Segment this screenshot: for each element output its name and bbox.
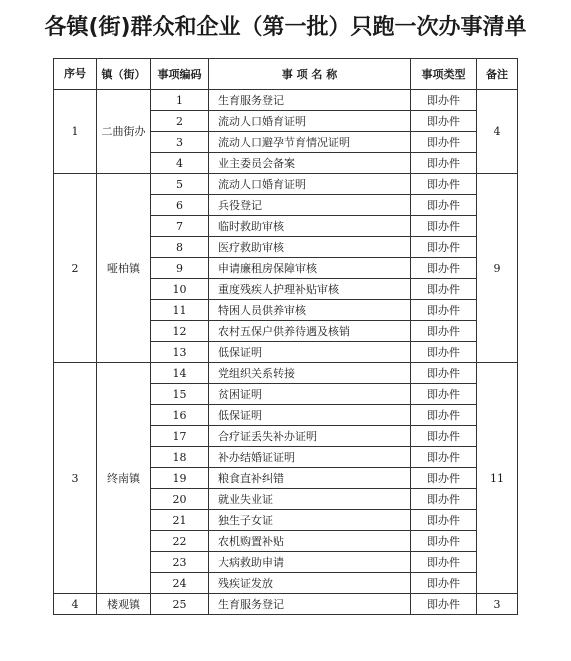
item-code-cell: 24 [151,573,209,594]
item-name-cell: 残疾证发放 [209,573,411,594]
group-note-cell: 3 [477,594,518,615]
item-type-cell: 即办件 [411,195,477,216]
group-seq-cell: 3 [54,363,97,594]
item-type-cell: 即办件 [411,216,477,237]
header-type: 事项类型 [411,59,477,90]
item-name-cell: 党组织关系转接 [209,363,411,384]
item-type-cell: 即办件 [411,237,477,258]
item-name-cell: 大病救助申请 [209,552,411,573]
item-type-cell: 即办件 [411,405,477,426]
item-name-cell: 业主委员会备案 [209,153,411,174]
item-type-cell: 即办件 [411,573,477,594]
item-code-cell: 3 [151,132,209,153]
item-name-cell: 流动人口避孕节育情况证明 [209,132,411,153]
item-type-cell: 即办件 [411,279,477,300]
item-type-cell: 即办件 [411,174,477,195]
item-type-cell: 即办件 [411,153,477,174]
header-town: 镇（街） [97,59,151,90]
item-code-cell: 16 [151,405,209,426]
group-town-cell: 哑柏镇 [97,174,151,363]
item-name-cell: 生育服务登记 [209,594,411,615]
item-code-cell: 8 [151,237,209,258]
item-type-cell: 即办件 [411,510,477,531]
item-code-cell: 4 [151,153,209,174]
item-type-cell: 即办件 [411,321,477,342]
item-type-cell: 即办件 [411,468,477,489]
header-name: 事 项 名 称 [209,59,411,90]
group-note-cell: 11 [477,363,518,594]
item-type-cell: 即办件 [411,426,477,447]
item-code-cell: 15 [151,384,209,405]
item-name-cell: 低保证明 [209,405,411,426]
group-seq-cell: 1 [54,90,97,174]
item-type-cell: 即办件 [411,258,477,279]
item-name-cell: 临时救助审核 [209,216,411,237]
item-name-cell: 医疗救助审核 [209,237,411,258]
item-type-cell: 即办件 [411,384,477,405]
table-row [54,174,518,195]
item-code-cell: 12 [151,321,209,342]
item-type-cell: 即办件 [411,552,477,573]
group-town-cell: 二曲街办 [97,90,151,174]
item-name-cell: 补办结婚证证明 [209,447,411,468]
table-body [54,90,518,615]
item-code-cell: 2 [151,111,209,132]
header-seq: 序号 [54,59,97,90]
item-code-cell: 23 [151,552,209,573]
page-title: 各镇(街)群众和企业（第一批）只跑一次办事清单 [44,15,527,40]
item-name-cell: 粮食直补纠错 [209,468,411,489]
item-name-cell: 农机购置补贴 [209,531,411,552]
item-code-cell: 25 [151,594,209,615]
item-type-cell: 即办件 [411,447,477,468]
item-type-cell: 即办件 [411,363,477,384]
item-name-cell: 贫困证明 [209,384,411,405]
item-code-cell: 13 [151,342,209,363]
table-row [54,594,518,615]
item-name-cell: 流动人口婚育证明 [209,174,411,195]
item-type-cell: 即办件 [411,489,477,510]
group-town-cell: 楼观镇 [97,594,151,615]
item-name-cell: 合疗证丢失补办证明 [209,426,411,447]
table-row [54,363,518,384]
group-seq-cell: 4 [54,594,97,615]
item-code-cell: 5 [151,174,209,195]
item-type-cell: 即办件 [411,90,477,111]
item-name-cell: 重度残疾人护理补贴审核 [209,279,411,300]
item-code-cell: 19 [151,468,209,489]
table-header [54,59,518,90]
item-code-cell: 11 [151,300,209,321]
item-name-cell: 农村五保户供养待遇及核销 [209,321,411,342]
item-code-cell: 10 [151,279,209,300]
table-row [54,90,518,111]
item-type-cell: 即办件 [411,342,477,363]
item-type-cell: 即办件 [411,594,477,615]
group-note-cell: 9 [477,174,518,363]
item-code-cell: 6 [151,195,209,216]
item-type-cell: 即办件 [411,111,477,132]
header-code: 事项编码 [151,59,209,90]
item-name-cell: 独生子女证 [209,510,411,531]
item-name-cell: 就业失业证 [209,489,411,510]
item-code-cell: 17 [151,426,209,447]
item-code-cell: 20 [151,489,209,510]
item-name-cell: 低保证明 [209,342,411,363]
item-type-cell: 即办件 [411,300,477,321]
item-type-cell: 即办件 [411,132,477,153]
item-code-cell: 1 [151,90,209,111]
item-name-cell: 特困人员供养审核 [209,300,411,321]
service-list-table [53,58,518,615]
item-name-cell: 流动人口婚育证明 [209,111,411,132]
item-code-cell: 18 [151,447,209,468]
item-name-cell: 生育服务登记 [209,90,411,111]
group-seq-cell: 2 [54,174,97,363]
item-code-cell: 22 [151,531,209,552]
item-code-cell: 21 [151,510,209,531]
group-note-cell: 4 [477,90,518,174]
item-code-cell: 7 [151,216,209,237]
item-type-cell: 即办件 [411,531,477,552]
item-name-cell: 申请廉租房保障审核 [209,258,411,279]
group-town-cell: 终南镇 [97,363,151,594]
item-code-cell: 9 [151,258,209,279]
header-note: 备注 [477,59,518,90]
item-name-cell: 兵役登记 [209,195,411,216]
item-code-cell: 14 [151,363,209,384]
